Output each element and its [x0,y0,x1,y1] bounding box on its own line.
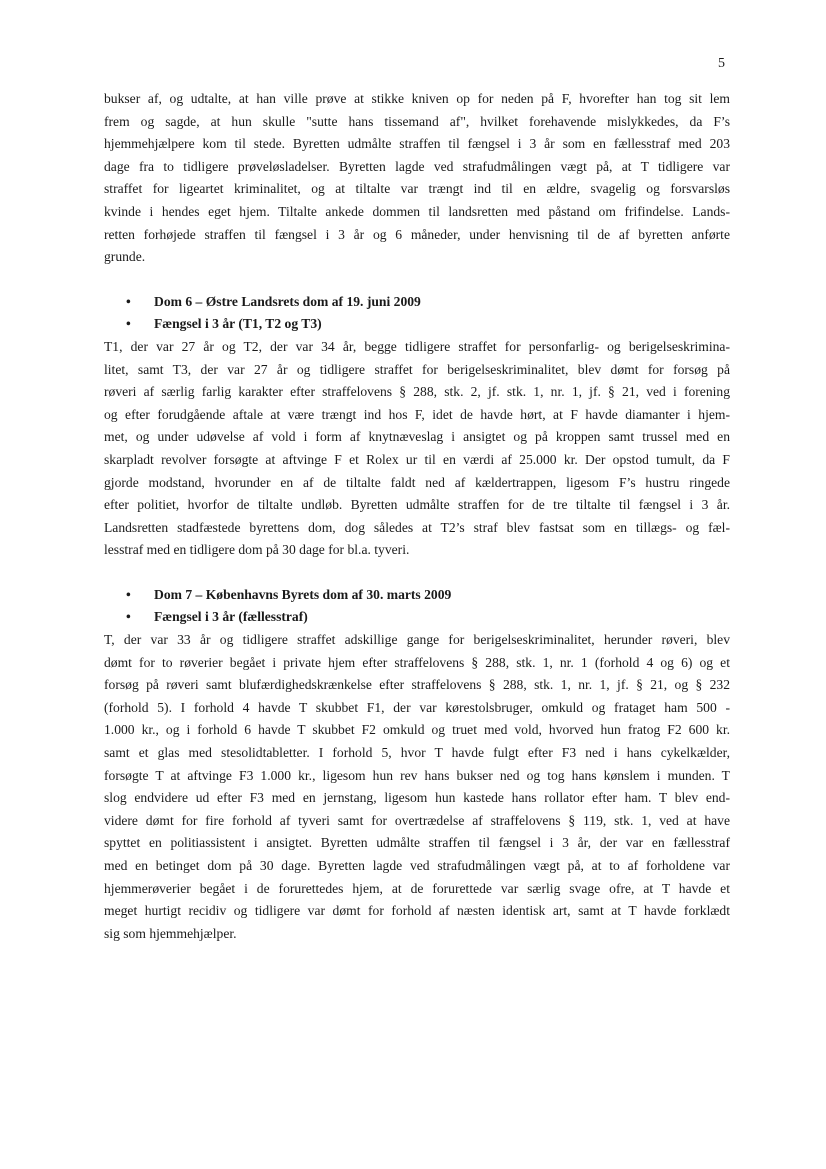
bullet-sentence: • Fængsel i 3 år (fællesstraf) [104,606,730,629]
bullet-sentence: • Fængsel i 3 år (T1, T2 og T3) [104,313,730,336]
case-paragraph [104,629,730,945]
text-line: skarpladt revolver forsøgte at aftvinge F et Rolex ur til en værdi af 25.000 kr. Der opstod tumult, da F [104,451,730,467]
text-line: forsøg på røveri samt blufærdighedskrænkelse efter straffelovens § 288, stk. 1, nr. 1, jf. § 21, og § 232 [104,677,730,693]
text-line: straffet for ligeartet kriminalitet, og at tiltalte var trængt ind til en ældre, svagelig og forsvarsløs [104,181,730,197]
text-line: Landsretten stadfæstede byrettens dom, dog således at T2’s straf blev fastsat som en tillægs- og fæl- [104,519,730,535]
text-line: med en betinget dom på 30 dage. Byretten lagde ved strafudmålingen vægt på, at to af forholdene var [104,858,730,873]
text-line: dage fra to tidligere prøveløsladelser. Byretten lagde ved strafudmålingen vægt på, at T tidligere var [104,158,730,174]
text-line: samt et glas med stesolidtabletter. I forhold 5, hvor T havde fulgt efter F3 ned i hans cykelkælder, [104,745,730,761]
bullet-case-title: • Dom 6 – Østre Landsrets dom af 19. juni 2009 [104,291,730,314]
text-line: forsøgte T at aftvinge F3 1.000 kr., ligesom hun rev hans bukser ned og tog hans kønslem i munden. T [104,767,730,783]
text-line: kvinde i hendes eget hjem. Tiltalte ankede dommen til landsretten med påstand om frifindelse. Lands- [104,203,730,219]
text-line: efter politiet, hvorfor de tiltalte undløb. Byretten udmålte straffen for de tre tiltalte til fængsel i 3 år. [104,497,730,513]
text-line: grunde. [104,249,146,265]
text-line: røveri af særlig farlig karakter efter straffelovens § 288, stk. 2, jf. stk. 1, nr. 1, jf. § 21, ved i forening [104,384,730,400]
text-line: sig som hjemmehjælper. [104,925,237,941]
text-line: T1, der var 27 år og T2, der var 34 år, begge tidligere straffet for personfarlig- og berigelseskrimina- [104,338,730,354]
text-line: meget hurtigt recidiv og tidligere var dømt for forhold af næsten identisk art, samt at T havde forklædt [104,903,730,919]
text-line: bukser af, og udtalte, at han ville prøve at stikke kniven op for neden på F, hvorefter han tog sit lem [104,91,730,106]
text-line: dømt for to røverier begået i private hjem efter straffelovens § 288, stk. 1, nr. 1 (forhold 4 og 6) og et [104,654,730,670]
text-line: frem og sagde, at hun skulle "sutte hans tissemand af", hvilket forehavende mislykkedes, da F’s [104,113,730,129]
text-line: (forhold 5). I forhold 4 havde T skubbet F1, der var kørestolsbruger, omkuld og frataget ham 500 - [104,699,730,715]
section-dom-7 [104,584,730,946]
case-paragraph [104,336,730,562]
bullet-list [104,584,730,629]
text-line: og efter forudgående aftale at være trængt ind hos F, idet de havde hørt, at F havde diamanter i hjem- [104,406,730,422]
text-line: T, der var 33 år og tidligere straffet adskillige gange for berigelseskriminalitet, herunder røveri, blev [104,632,730,648]
text-line: gjorde modstand, hvorunder en af de tiltalte faldt ned af kældertrappen, ligesom F’s hustru ringede [104,474,730,490]
text-line: slog endvidere ud efter F3 med en jernstang, ligesom hun kastede hans rollator efter ham. T blev end- [104,790,730,806]
text-line: litet, samt T3, der var 27 år og tidligere straffet for berigelseskriminalitet, blev dømt for forsøg på [104,361,730,377]
text-line: met, og under udøvelse af vold i form af knytnæveslag i ansigtet og på kroppen samt trussel med en [104,429,730,445]
text-line: videre dømt for fire forhold af tyveri samt for overtrædelse af straffelovens § 119, stk. 1, ved at have [104,812,730,828]
intro-paragraph [104,88,730,269]
bullet-list [104,291,730,336]
bullet-case-title: • Dom 7 – Københavns Byrets dom af 30. marts 2009 [104,584,730,607]
document-body [104,88,730,945]
page-number: 5 [718,56,725,71]
text-line: retten forhøjede straffen til fængsel i 3 år og 6 måneder, under henvisning til de af byretten anførte [104,226,730,242]
text-line: hjemmerøverier begået i de forurettedes hjem, at de forurettede var særlig svage ofre, at T havde et [104,880,730,896]
text-line: hjemmehjælpere kom til stede. Byretten udmålte straffen til fængsel i 3 år som en fællesstraf med 203 [104,136,730,152]
text-line: 1.000 kr., og i forhold 6 havde T skubbet F2 omkuld og truet med vold, hvorved hun fratog F2 600 kr. [104,722,730,738]
section-dom-6 [104,291,730,562]
text-line: spyttet en politiassistent i ansigtet. Byretten udmålte straffen til fængsel i 3 år, der var en fællesstraf [104,835,730,851]
text-line: lesstraf med en tidligere dom på 30 dage for bl.a. tyveri. [104,542,410,558]
